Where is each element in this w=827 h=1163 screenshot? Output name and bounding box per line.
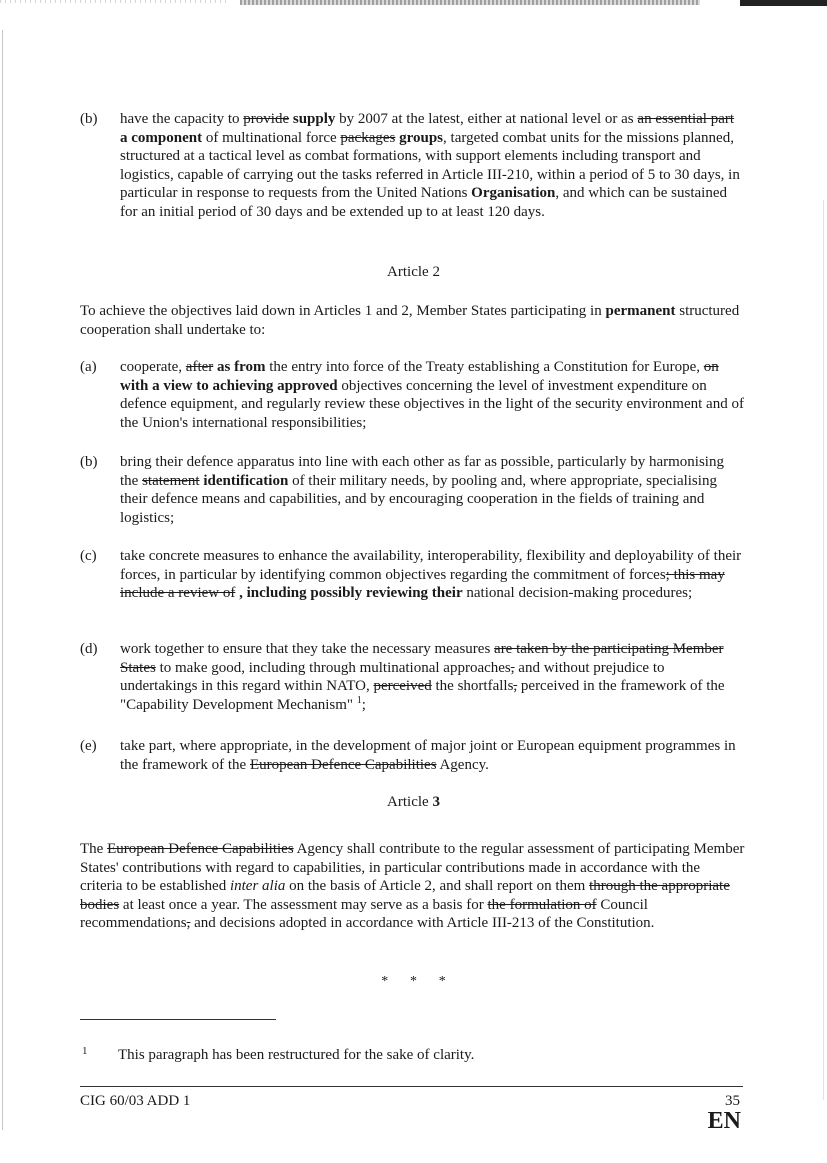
article-2-item-a (80, 358, 745, 432)
text-run: at least once a year. The assessment may serve as a basis for (119, 896, 488, 913)
text-run: and without prejudice to undertakings in this regard within NATO, (120, 659, 665, 694)
deleted-text: , (510, 659, 515, 676)
text-run: the entry into force of the Treaty establishing a Constitution for Europe, (265, 359, 704, 375)
deleted-text: European Defence Capabilities (107, 841, 294, 857)
text-run: national decision-making procedures; (462, 585, 693, 601)
section-separator (0, 972, 827, 992)
article-2-item-e (80, 737, 745, 774)
footnote-rule (80, 1019, 276, 1020)
text-run: take part, where appropriate, in the development of major joint or European equipment programmes in the framework of the (120, 738, 736, 773)
item-text (120, 640, 745, 714)
footer-page-number: 35 (725, 1093, 740, 1109)
text-run: of their military needs, by pooling and, where appropriate, specialising their defence means and capabilities, and by encouraging cooperation in the fields of training and logistics; (120, 472, 717, 526)
article-3-heading (0, 793, 827, 812)
text-run: the shortfalls (431, 678, 514, 694)
item-label: (c) (80, 548, 97, 564)
item-text (120, 110, 745, 221)
text-run: have the capacity to (120, 111, 244, 127)
footer-rule (80, 1086, 743, 1087)
text-run: structured cooperation shall undertake to: (80, 303, 740, 338)
article-2-item-b (80, 453, 745, 527)
text-run: perceived in the framework of the "Capability Development Mechanism" (120, 678, 725, 713)
footer-doc-ref: CIG 60/03 ADD 1 (80, 1093, 191, 1109)
deleted-text: , (186, 915, 191, 931)
deleted-text: packages (340, 129, 396, 146)
text-run: by 2007 at the latest, either at national level or as (335, 111, 638, 127)
emphasis-text: inter alia (229, 878, 286, 894)
item-text (120, 453, 745, 527)
inserted-text: with a view to achieving approved (120, 377, 338, 394)
deleted-text: after (185, 359, 214, 375)
article-2-item-c (80, 547, 745, 603)
deleted-text: on (703, 359, 719, 375)
item-text (120, 547, 745, 603)
text-run: , and which can be sustained for an initial period of 30 days and be extended up to at least 120 days. (120, 185, 727, 220)
deleted-text: European Defence Capabilities (249, 756, 437, 773)
text-run: work together to ensure that they take the necessary measures (120, 641, 495, 657)
text-run: To achieve the objectives laid down in Articles 1 and 2, Member States participating in (80, 303, 606, 319)
text-run: Agency shall contribute to the regular assessment of participating Member States' contributions with regard to capabilities, in particular contributions made in accordance with the criteria to be established (80, 841, 745, 894)
item-text (120, 737, 745, 774)
item-label: (d) (80, 641, 98, 657)
article-2-heading: Article 2 (387, 264, 440, 280)
inserted-text: supply (289, 111, 336, 127)
article-2-intro (80, 302, 745, 339)
deleted-text: an essential part (637, 111, 735, 127)
deleted-text: through the appropriate bodies (80, 878, 730, 913)
text-run: objectives concerning the level of investment expenditure on defence equipment, and regularly review these objectives in the light of the security environment and of the Union's international responsibilities; (120, 377, 744, 431)
text-run: bring their defence apparatus into line with each other as far as possible, particularly by harmonising the (120, 454, 724, 489)
deleted-text: perceived (373, 678, 432, 694)
inserted-text: a component (120, 129, 203, 146)
text-run: of multinational force (202, 129, 341, 146)
item-label: (b) (80, 454, 98, 470)
paragraph-b-capacity (80, 110, 745, 221)
footnote-number: 1 (82, 1045, 88, 1057)
separator-star: * (381, 974, 389, 989)
item-label: (e) (80, 738, 97, 754)
footnote-text: This paragraph has been restructured for the sake of clarity. (118, 1047, 475, 1063)
deleted-text: are taken by the participating Member States (120, 641, 724, 676)
text-run: take concrete measures to enhance the availability, interoperability, flexibility and deployability of their forces, in particular by identifying common objectives regarding the commitment of forces (120, 548, 742, 583)
inserted-text: , including possibly reviewing their (235, 585, 463, 601)
deleted-text: provide (243, 111, 290, 127)
scan-edge-left (2, 30, 3, 1130)
deleted-text: statement (142, 472, 200, 489)
inserted-text: identification (199, 472, 289, 489)
footer-language-code: EN (707, 1108, 741, 1134)
text-run: to make good, including through multinational approaches (155, 659, 511, 676)
text-run: , targeted combat units for the missions planned, structured at a tactical level as combat formations, with support elements including transport and logistics, capable of carrying out the tasks referred in Article III-210, within a period of 5 to 30 days, in particular in response to requests from the United Nations (120, 129, 740, 201)
deleted-text: , (513, 678, 518, 694)
text-run: and decisions adopted in accordance with Article III-213 of the Constitution. (190, 915, 655, 931)
text-run: cooperate, (120, 359, 186, 375)
text-run: Council recommendations (80, 896, 648, 931)
item-label: (a) (80, 359, 97, 375)
item-text (120, 358, 745, 432)
text-run: The (80, 841, 108, 857)
article-3-heading-prefix: Article (387, 794, 433, 810)
separator-star: * (438, 974, 446, 989)
text-run: ; (361, 696, 366, 713)
article-3-text (80, 840, 745, 933)
text-run: Agency. (436, 756, 489, 773)
inserted-text: Organisation (471, 185, 556, 201)
deleted-text: ; this may include a review of (120, 566, 725, 601)
inserted-text: groups (395, 129, 444, 146)
article-2-item-d (80, 640, 745, 714)
scan-edge-right (823, 200, 824, 1100)
inserted-text: permanent (605, 303, 676, 319)
article-3-heading-number: 3 (432, 794, 440, 810)
footnote-reference: 1 (356, 694, 362, 706)
scan-artifact-top (0, 0, 827, 8)
text-run: on the basis of Article 2, and shall report on them (285, 878, 590, 894)
item-label: (b) (80, 111, 98, 127)
deleted-text: the formulation of (487, 896, 597, 913)
separator-star: * (410, 974, 417, 989)
inserted-text: as from (213, 359, 266, 375)
